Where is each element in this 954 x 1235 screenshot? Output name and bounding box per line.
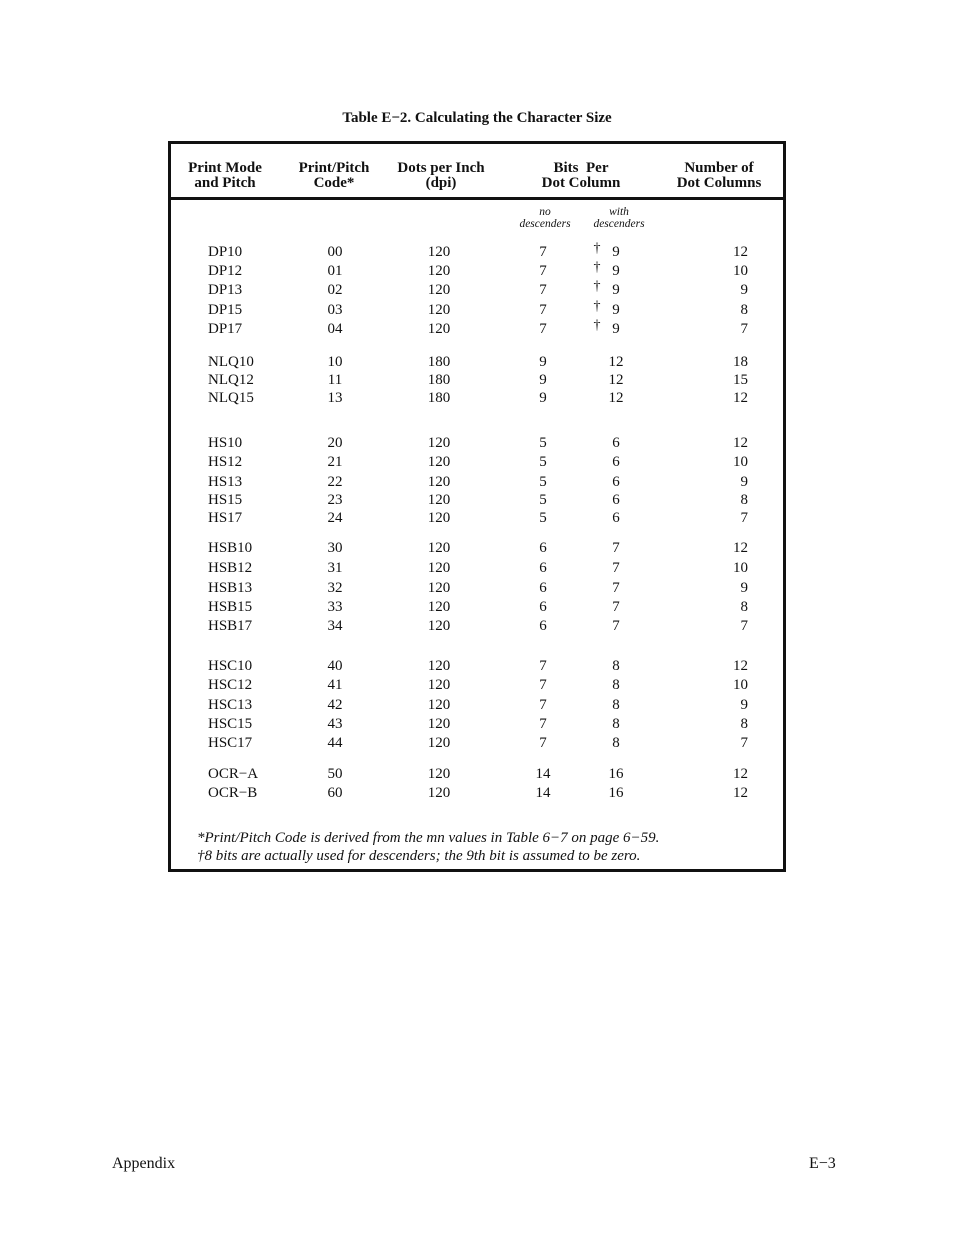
cell-dpi: 120: [427, 302, 451, 318]
table-row: [171, 318, 783, 337]
table-row: [171, 354, 783, 370]
cell-no: 7: [539, 302, 547, 318]
cell-with: 8: [612, 716, 620, 732]
header-pitch-code-line2: Code*: [313, 175, 355, 191]
header-pitch-code: [284, 161, 384, 191]
cell-dag: †: [593, 260, 601, 275]
cell-no: 6: [539, 540, 547, 556]
cell-mode: DP10: [208, 244, 243, 260]
header-bits-line1: Bits Per: [553, 160, 609, 176]
table-row: [171, 658, 783, 674]
cell-no: 7: [539, 244, 547, 260]
cell-code: 02: [327, 282, 343, 298]
cell-code: 60: [327, 785, 343, 801]
header-dpi-line1: Dots per Inch: [397, 160, 485, 176]
table-row: [171, 372, 783, 388]
table-row: [171, 716, 783, 732]
cell-num: 8: [740, 716, 748, 732]
cell-no: 14: [535, 785, 551, 801]
cell-mode: HSB10: [208, 540, 253, 556]
cell-with: 12: [608, 390, 624, 406]
cell-no: 6: [539, 599, 547, 615]
footer-section-name: Appendix: [112, 1155, 176, 1172]
cell-code: 30: [327, 540, 343, 556]
cell-dag: †: [593, 241, 601, 256]
cell-mode: OCR−B: [208, 785, 258, 801]
footnote-pitch-code: *Print/Pitch Code is derived from the mn values in Table 6−7 on page 6−59.: [197, 830, 660, 846]
header-pitch-code-line1: Print/Pitch: [298, 160, 370, 176]
cell-num: 9: [740, 697, 748, 713]
cell-no: 9: [539, 372, 547, 388]
table-row: [171, 510, 783, 526]
table-box: [168, 141, 786, 872]
cell-no: 14: [535, 766, 551, 782]
table-row: [171, 599, 783, 615]
cell-code: 00: [327, 244, 343, 260]
cell-mode: HSC15: [208, 716, 253, 732]
table-row: [171, 260, 783, 279]
cell-dpi: 120: [427, 510, 451, 526]
cell-with: 8: [612, 658, 620, 674]
table-header: [171, 144, 783, 200]
cell-mode: HSB17: [208, 618, 253, 634]
cell-with: 7: [612, 560, 620, 576]
table-row: [171, 618, 783, 634]
cell-no: 6: [539, 560, 547, 576]
header-num-line2: Dot Columns: [676, 175, 762, 191]
cell-no: 7: [539, 282, 547, 298]
cell-no: 7: [539, 697, 547, 713]
cell-code: 13: [327, 390, 343, 406]
cell-code: 40: [327, 658, 343, 674]
cell-num: 10: [733, 560, 748, 576]
header-bits-line2: Dot Column: [541, 175, 621, 191]
cell-code: 32: [327, 580, 343, 596]
cell-no: 9: [539, 390, 547, 406]
cell-num: 12: [733, 658, 748, 674]
table-row: [171, 697, 783, 713]
cell-dpi: 120: [427, 474, 451, 490]
cell-code: 01: [327, 263, 343, 279]
header-dpi: [381, 161, 501, 191]
cell-with: 8: [612, 677, 620, 693]
cell-code: 33: [327, 599, 343, 615]
cell-mode: HS12: [208, 454, 243, 470]
subheader-no-line1: no: [539, 206, 551, 218]
cell-with: 7: [612, 599, 620, 615]
cell-dag: †: [593, 318, 601, 333]
cell-code: 42: [327, 697, 343, 713]
header-bits-per-column: [521, 161, 641, 191]
cell-no: 7: [539, 321, 547, 337]
cell-no: 5: [539, 474, 547, 490]
cell-with: 9: [612, 321, 620, 337]
cell-num: 12: [733, 540, 748, 556]
cell-num: 7: [740, 510, 748, 526]
cell-num: 9: [740, 282, 748, 298]
table-row: [171, 435, 783, 451]
subheader-no-descenders: [513, 206, 577, 230]
cell-num: 12: [733, 785, 748, 801]
cell-mode: HS17: [208, 510, 243, 526]
cell-num: 12: [733, 435, 748, 451]
cell-mode: HS13: [208, 474, 243, 490]
cell-with: 9: [612, 263, 620, 279]
cell-num: 12: [733, 244, 748, 260]
subheader-no-line2: descenders: [519, 218, 571, 230]
cell-code: 41: [327, 677, 343, 693]
cell-with: 6: [612, 454, 620, 470]
cell-dpi: 180: [427, 354, 451, 370]
table-row: [171, 299, 783, 318]
cell-with: 7: [612, 540, 620, 556]
cell-mode: HSC10: [208, 658, 253, 674]
cell-num: 9: [740, 580, 748, 596]
cell-with: 8: [612, 735, 620, 751]
cell-code: 20: [327, 435, 343, 451]
cell-dpi: 120: [427, 263, 451, 279]
cell-no: 5: [539, 454, 547, 470]
cell-dag: †: [593, 299, 601, 314]
cell-with: 16: [608, 785, 624, 801]
cell-num: 8: [740, 492, 748, 508]
table-row: [171, 390, 783, 406]
cell-code: 11: [327, 372, 343, 388]
cell-num: 12: [733, 766, 748, 782]
cell-dpi: 120: [427, 716, 451, 732]
table-row: [171, 735, 783, 751]
footnote-descenders: †8 bits are actually used for descenders; the 9th bit is assumed to be zero.: [197, 848, 641, 864]
cell-dpi: 120: [427, 658, 451, 674]
cell-dpi: 180: [427, 390, 451, 406]
cell-num: 10: [733, 677, 748, 693]
table-row: [171, 279, 783, 298]
cell-with: 9: [612, 302, 620, 318]
cell-mode: HS10: [208, 435, 243, 451]
header-dpi-line2: (dpi): [425, 175, 457, 191]
cell-num: 7: [740, 618, 748, 634]
cell-no: 7: [539, 716, 547, 732]
cell-code: 50: [327, 766, 343, 782]
header-print-mode-line1: Print Mode: [188, 160, 262, 176]
cell-dpi: 120: [427, 785, 451, 801]
table-row: [171, 474, 783, 490]
cell-num: 15: [733, 372, 748, 388]
cell-with: 7: [612, 580, 620, 596]
cell-no: 5: [539, 435, 547, 451]
cell-code: 43: [327, 716, 343, 732]
cell-dpi: 120: [427, 618, 451, 634]
cell-num: 9: [740, 474, 748, 490]
cell-with: 6: [612, 474, 620, 490]
cell-with: 9: [612, 282, 620, 298]
cell-code: 44: [327, 735, 343, 751]
cell-with: 16: [608, 766, 624, 782]
cell-no: 5: [539, 510, 547, 526]
cell-num: 18: [733, 354, 748, 370]
cell-dag: †: [593, 279, 601, 294]
cell-mode: DP15: [208, 302, 243, 318]
cell-code: 31: [327, 560, 343, 576]
cell-with: 9: [612, 244, 620, 260]
cell-mode: HSC13: [208, 697, 253, 713]
cell-code: 03: [327, 302, 343, 318]
table-row: [171, 540, 783, 556]
header-print-mode: [175, 161, 275, 191]
cell-num: 10: [733, 263, 748, 279]
header-number-of-columns: [661, 161, 777, 191]
cell-no: 7: [539, 735, 547, 751]
cell-with: 8: [612, 697, 620, 713]
table-row: [171, 677, 783, 693]
cell-code: 21: [327, 454, 343, 470]
cell-code: 22: [327, 474, 343, 490]
subheader-with-line1: with: [609, 206, 629, 218]
subheader-with-line2: descenders: [593, 218, 645, 230]
cell-mode: HSC17: [208, 735, 253, 751]
cell-dpi: 120: [427, 435, 451, 451]
cell-mode: OCR−A: [208, 766, 259, 782]
cell-with: 12: [608, 354, 624, 370]
cell-dpi: 120: [427, 560, 451, 576]
cell-dpi: 120: [427, 580, 451, 596]
subheader-with-descenders: [585, 206, 653, 230]
cell-no: 9: [539, 354, 547, 370]
cell-mode: NLQ10: [208, 354, 254, 370]
table-row: [171, 454, 783, 470]
cell-with: 12: [608, 372, 624, 388]
cell-num: 10: [733, 454, 748, 470]
cell-mode: NLQ12: [208, 372, 254, 388]
footer-page-number: E−3: [809, 1155, 836, 1172]
cell-mode: DP17: [208, 321, 243, 337]
table-row: [171, 766, 783, 782]
cell-num: 8: [740, 302, 748, 318]
cell-code: 24: [327, 510, 343, 526]
cell-code: 34: [327, 618, 343, 634]
cell-num: 7: [740, 735, 748, 751]
cell-dpi: 120: [427, 677, 451, 693]
header-print-mode-line2: and Pitch: [194, 175, 256, 191]
cell-code: 23: [327, 492, 343, 508]
cell-with: 6: [612, 492, 620, 508]
cell-mode: DP13: [208, 282, 243, 298]
table-row: [171, 560, 783, 576]
cell-code: 10: [327, 354, 343, 370]
cell-dpi: 120: [427, 244, 451, 260]
table-row: [171, 241, 783, 260]
cell-dpi: 120: [427, 766, 451, 782]
cell-with: 6: [612, 510, 620, 526]
header-num-line1: Number of: [684, 160, 754, 176]
cell-dpi: 120: [427, 492, 451, 508]
cell-no: 7: [539, 658, 547, 674]
cell-dpi: 120: [427, 599, 451, 615]
cell-mode: HS15: [208, 492, 243, 508]
cell-with: 6: [612, 435, 620, 451]
table-title: Table E−2. Calculating the Character Size: [342, 110, 612, 126]
cell-dpi: 180: [427, 372, 451, 388]
cell-no: 6: [539, 618, 547, 634]
cell-no: 7: [539, 677, 547, 693]
cell-dpi: 120: [427, 454, 451, 470]
cell-code: 04: [327, 321, 343, 337]
cell-dpi: 120: [427, 321, 451, 337]
cell-dpi: 120: [427, 540, 451, 556]
cell-mode: HSB12: [208, 560, 253, 576]
table-row: [171, 785, 783, 801]
cell-no: 6: [539, 580, 547, 596]
cell-dpi: 120: [427, 697, 451, 713]
cell-mode: HSC12: [208, 677, 253, 693]
cell-no: 7: [539, 263, 547, 279]
table-row: [171, 492, 783, 508]
cell-mode: NLQ15: [208, 390, 254, 406]
cell-num: 12: [733, 390, 748, 406]
cell-dpi: 120: [427, 735, 451, 751]
cell-mode: HSB13: [208, 580, 253, 596]
cell-num: 8: [740, 599, 748, 615]
cell-mode: DP12: [208, 263, 243, 279]
table-row: [171, 580, 783, 596]
cell-with: 7: [612, 618, 620, 634]
cell-mode: HSB15: [208, 599, 253, 615]
cell-dpi: 120: [427, 282, 451, 298]
cell-no: 5: [539, 492, 547, 508]
cell-num: 7: [740, 321, 748, 337]
